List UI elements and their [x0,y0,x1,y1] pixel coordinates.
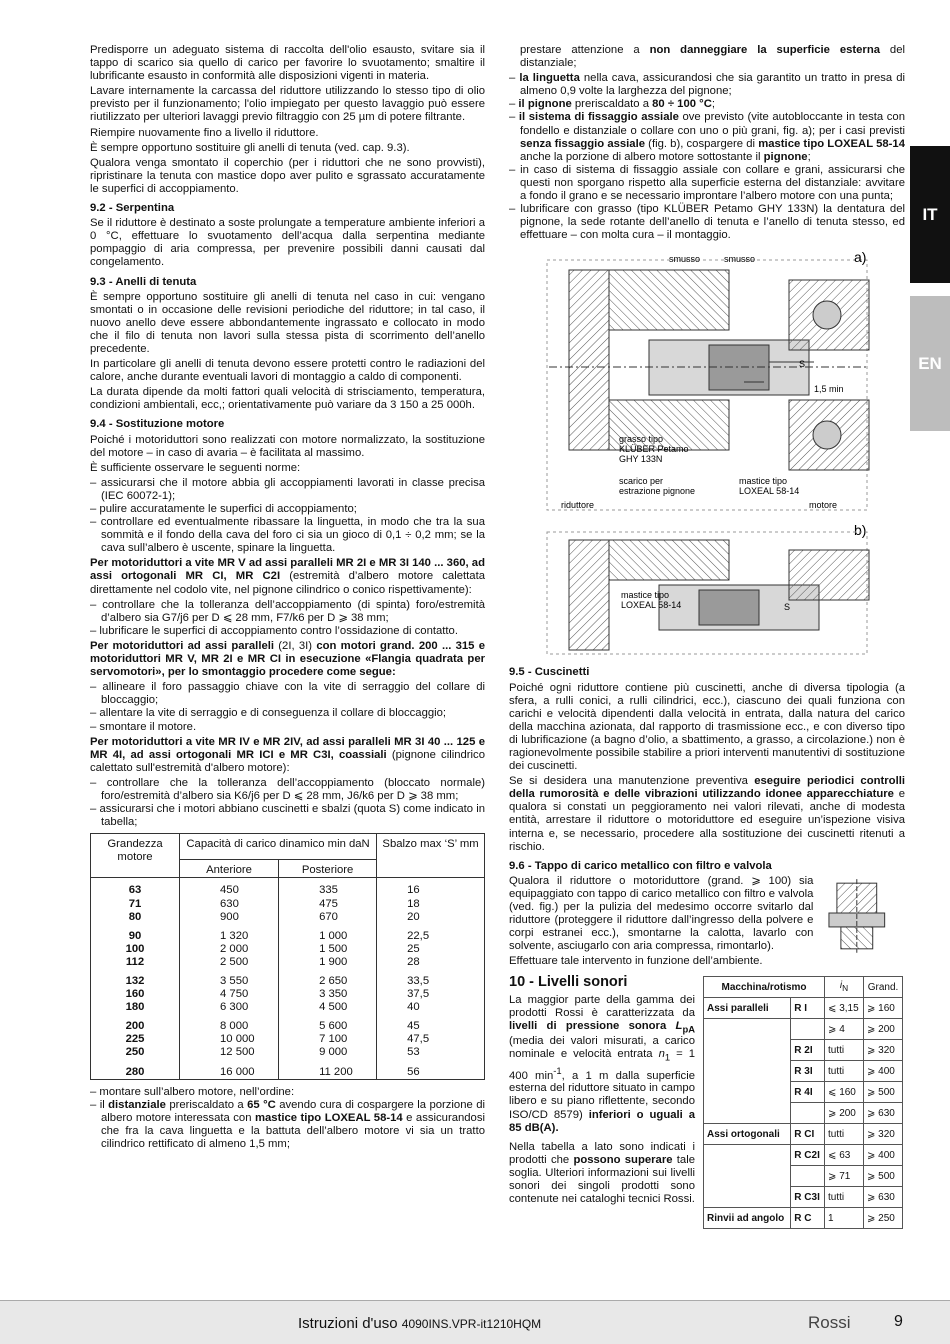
table-cell [791,1103,825,1124]
table-row [704,1040,903,1061]
table-cell: 3 550 [180,969,279,988]
table-cell: ⩾ 320 [864,1124,903,1145]
table-cell [704,1040,791,1061]
table-cell: 2 500 [180,956,279,969]
label-mastice: LOXEAL 58-14 [739,486,800,497]
text-run: (media dei valori misurati, a carico nominale e velocità entrata [509,1035,695,1061]
text-run: Se si desidera una manutenzione preventiva [509,775,755,788]
text-run: nella cava, assicurandosi che sia garantito un tratto in presa di almeno 0,9 volte la larghezza del pignone; [520,72,905,98]
motor-capacity-table [90,833,485,1079]
text-run-bold: il pignone [518,98,572,111]
table-row [704,1061,903,1082]
col-header-size: Grandezza motore [91,834,180,878]
section-paragraph: Poiché i motoriduttori sono realizzati con motore normalizzato, la sostituzione del motore – in caso di avaria – è facilitata al massimo. [90,433,485,459]
table-cell: 3 350 [279,988,377,1001]
table-cell: 47,5 [407,1033,430,1046]
list-item: – assicurarsi che i motori abbiano cuscinetti e sbalzi (quota S) come indicato in tabella; [90,803,485,829]
text-run-bold: non danneggiare la superficie esterna [649,44,881,56]
section-paragraph: Qualora il riduttore o motoriduttore (grand. ⩾ 100) sia equipaggiato con tappo di carico metallico con filtro e valvola (ved. fig.) per la pulizia del medesimo occorre svitarlo dal riduttore (proteggere il riduttore dall’ingresso della polvere e corpi estranei ecc.), smontarne la calotta, lavarlo con solvente, asciugarlo con aria compressa, rimontarlo). [509,874,814,953]
table-row [91,943,485,956]
text-run: prestare attenzione a [520,44,650,56]
table-cell: 5 600 [279,1014,377,1033]
text-run-bold: senza fissaggio assiale [520,137,646,150]
subheading-rest: (2I, 3I) [274,639,317,652]
table-cell: ⩾ 71 [825,1166,864,1187]
page-number: 9 [894,1313,903,1330]
text-run-sub: N [842,983,849,994]
label-scarico: estrazione pignone [619,486,696,497]
table-cell: 90 [91,924,180,943]
section-paragraph: È sufficiente osservare le seguenti norme: [90,461,301,474]
table-cell: 20 [407,910,420,923]
table-cell: tutti [825,1061,864,1082]
table-cell: ⩽ 3,15 [825,998,864,1019]
figure-b [547,522,869,654]
table-cell: Assi ortogonali [704,1124,791,1145]
section-paragraph [509,1141,695,1206]
table-cell: ⩾ 400 [864,1061,903,1082]
label-mastice-b: mastice tipo [621,590,670,601]
table-cell: 45 [407,1020,420,1033]
page-footer [0,1300,950,1344]
col-header-overhang: Sbalzo max ‘S’ mm [377,834,485,878]
subheading [90,557,485,596]
table-row [704,1124,903,1145]
text-run: La maggior parte della gamma dei prodotti Rossi è caratterizzata da [509,993,695,1019]
table-cell: ⩾ 630 [864,1187,903,1208]
table-cell: R CI [791,1124,825,1145]
footer-title [298,1315,541,1332]
table-cell: 16 000 [180,1060,279,1080]
intro-paragraph: Qualora venga smontato il coperchio (per i riduttori che ne sono provvisti), ripristinare la tenuta con mastice dopo aver pulito e sgrassato accuratamente le superfici di accoppiamento. [90,156,485,195]
dash-list [90,599,485,638]
text-run-bold: pignone [763,150,808,163]
table-cell: ⩾ 200 [864,1019,903,1040]
table-cell: tutti [825,1187,864,1208]
section-heading-9-5: 9.5 - Cuscinetti [509,666,590,679]
table-row [704,1082,903,1103]
table-cell: R I [791,998,825,1019]
col-header-size: Grand. [864,977,903,998]
table-row [704,998,903,1019]
table-row [91,911,485,924]
intro-paragraph: È sempre opportuno sostituire gli anelli di tenuta (ved. cap. 9.3). [90,141,410,154]
subheading-bold: Per motoriduttori a vite MR V ad assi paralleli MR 2I e MR 3I 140 ... 360, ad assi ortogonali MR CI, MR C2I [90,557,485,583]
table-cell: 1 [825,1208,864,1229]
table-cell: 28 [407,955,420,968]
table-cell [791,1166,825,1187]
section-heading-10: 10 - Livelli sonori [509,974,628,991]
section-paragraph: È sempre opportuno sostituire gli anelli di tenuta nel caso in cui: vengano smontati o in occasione delle revisioni periodiche del riduttore; in tal caso, il nuovo anello deve essere abbondantemente ingrassato e collocato in modo che il filo di tenuta non lavori sulla stessa pista di scorrimento dell’anello precedente. [90,290,485,355]
subheading-rest: (estremità d’albero motore calettata direttamente nel codolo vite, nel pignone cilindrico o conico rispettivamente): [90,570,485,596]
table-cell: 160 [91,988,180,1001]
table-cell: 8 000 [180,1014,279,1033]
table-cell: ⩾ 630 [864,1103,903,1124]
table-cell [791,1019,825,1040]
table-cell: 22,5 [407,929,430,942]
left-column [90,44,485,1151]
table-cell: 1 000 [279,924,377,943]
text-run: del distanziale; [520,44,905,70]
table-cell: 630 [180,898,279,911]
subheading-bold: con motori grand. 200 ... 315 e motoriduttori MR V, MR 2I e MR CI in esecuzione «Flangia quadrata per servomotori», per lo smontaggio procedere come segue: [90,639,486,679]
subheading [90,640,485,679]
col-header-machine: Macchina/rotismo [704,977,825,998]
table-row [91,1060,485,1080]
section-paragraph: In particolare gli anelli di tenuta devono essere protetti contro le radiazioni del calore, anche durante eventuali lavori di montaggio a caldo di componenti. [90,358,485,384]
table-cell: 1 320 [180,924,279,943]
table-cell [704,1145,791,1166]
section-paragraph: La durata dipende da molti fattori quali velocità di strisciamento, temperatura, condizioni ambientali, ecc,; orientativamente può variare da 3 150 a 25 000h. [90,386,485,412]
col-header-front: Anteriore [180,860,279,878]
tab-it[interactable]: IT [910,146,950,283]
table-cell: R 3I [791,1061,825,1082]
table-row [91,1046,485,1059]
table-cell: R C [791,1208,825,1229]
section-10 [509,976,905,1229]
col-header-ratio [825,977,864,998]
table-row [704,1103,903,1124]
list-item: – in caso di sistema di fissaggio assiale con collare e grani, assicurarsi che questi non sporgano rispetto alla superficie esterna del distanziale: avvitare a fondo il grano e se necessario improntare l’albero motore con una punta; [509,164,905,203]
label-riduttore: riduttore [561,500,595,511]
table-cell: 16 [407,884,420,897]
table-cell: 100 [91,943,180,956]
dash-list [90,681,485,733]
table-cell: 9 000 [279,1046,377,1059]
section-paragraph [509,775,905,854]
table-row [704,1019,903,1040]
table-cell: 2 650 [279,969,377,988]
label-mastice-b: LOXEAL 58-14 [621,600,682,611]
table-cell: ⩾ 400 [864,1145,903,1166]
table-cell: 33,5 [407,975,430,987]
table-cell: ⩾ 160 [864,998,903,1019]
dash-list [90,477,485,556]
list-item [509,98,905,111]
text-run-bold: 65 °C [247,1098,276,1111]
table-cell [704,1187,791,1208]
table-row [704,1145,903,1166]
table-row [91,956,485,969]
table-cell: ⩾ 320 [864,1040,903,1061]
list-item [509,72,905,98]
table-cell: tutti [825,1040,864,1061]
table-cell: 10 000 [180,1033,279,1046]
list-item: – controllare che la tolleranza dell’accoppiamento (di spinta) foro/estremità d’albero sia G7/j6 per D ⩽ 28 mm, F7/k6 per D ⩾ 38 mm; [90,599,485,625]
subheading-bold: Per motoriduttori a vite MR IV e MR 2IV, ad assi paralleli MR 3I 40 ... 125 e MR 4I, ad assi ortogonali MR ICI e MR C3I, coassiali [90,735,485,761]
table-cell: 132 [91,969,180,988]
text-run-bold: il sistema di fissaggio assiale [518,111,679,124]
table-row [91,1033,485,1046]
label-mastice: mastice tipo [739,476,788,487]
text-run: e qualora si constati un peggioramento nei valori rilevati, anche di modesta entità, arrestare il riduttore o motoriduttore ed eseguire un’ispezione visiva interna e, se necessario, procedere alla sostituzione dei cuscinetti ritenuti a rischio. [509,788,906,853]
text-run: ; [807,150,811,163]
footer-code: 4090INS.VPR-it1210HQM [401,1317,542,1331]
label-motore: motore [809,500,838,511]
col-header-rear: Posteriore [279,860,377,878]
dash-list [509,72,905,242]
list-item: – assicurarsi che il motore abbia gli accoppiamenti lavorati in classe precisa (IEC 60072-1); [90,477,485,503]
text-run-bold: mastice tipo LOXEAL 58-14 [758,137,905,150]
text-run: anche la porzione di albero motore sottostante il [520,150,764,163]
list-item [509,111,905,163]
table-cell: R 4I [791,1082,825,1103]
plug-icon [819,875,905,955]
subheading [90,736,485,775]
text-run: (fig. b), cospargere di [645,137,759,150]
section-heading-9-4: 9.4 - Sostituzione motore [90,418,225,431]
figure-label-a: a) [854,250,867,266]
table-cell: tutti [825,1124,864,1145]
table-cell: 2 000 [180,943,279,956]
label-s: S [799,359,806,370]
table-cell: 37,5 [407,988,430,1001]
intro-paragraph: Predisporre un adeguato sistema di raccolta dell'olio esausto, svitare sia il tappo di scarico sia quello di carico per favorire lo svuotamento; smaltire il lubrificante esausto in conformità alle disposizioni vigenti in materia. [90,44,485,83]
table-cell: ⩾ 500 [864,1166,903,1187]
list-item: – montare sull’albero motore, nell’ordine: [90,1086,485,1099]
text-run: , a 1 m dalla superficie esterna del riduttore situato in campo libero e su piano riflettente, secondo ISO/CD 8579) [509,1069,695,1121]
table-cell: 11 200 [279,1060,377,1080]
subheading-rest: (pignone cilindrico calettato sull'estremità d'albero motore): [90,748,485,774]
text-run-bold: mastice tipo LOXEAL 58-14 [254,1111,403,1124]
text-run-bold: distanziale [108,1098,166,1111]
section-heading-9-2: 9.2 - Serpentina [90,202,175,215]
table-row [91,898,485,911]
table-cell: ⩽ 63 [825,1145,864,1166]
text-run-bold: possono superare [573,1153,673,1166]
table-cell [704,1019,791,1040]
paragraph [509,44,905,70]
dash-list [90,777,485,829]
label-s: S [784,602,791,613]
table-cell: 225 [91,1033,180,1046]
table-cell: 6 300 [180,1001,279,1014]
table-cell [704,1082,791,1103]
table-cell: 40 [407,1001,420,1014]
table-cell: 475 [279,898,377,911]
text-run: ove previsto (vite autobloccante in testa con fondello e distanziale o collare con uno o più grani, fig. a); per i casi previsti [520,111,905,137]
text-run: avendo cura di cospargere la porzione di albero motore interessata con [101,1098,485,1124]
label-grasso: grasso tipo [619,434,664,445]
label-grasso: KLÜBER Petamo [619,444,689,455]
table-cell: 25 [407,942,420,955]
list-item: – allineare il foro passaggio chiave con la vite di serraggio del collare di bloccaggio; [90,681,485,707]
list-item: – smontare il motore. [90,721,485,734]
table-cell: Rinvii ad angolo [704,1208,791,1229]
list-item: – controllare che la tolleranza dell’accoppiamento (bloccato normale) foro/estremità d’albero sia K6/j6 per D ⩽ 28 mm, J6/k6 per D ⩾ 38 mm; [90,777,485,803]
section-heading-9-6: 9.6 - Tappo di carico metallico con filtro e valvola [509,859,772,872]
figure-label-b: b) [854,522,867,539]
text-run-bold: livelli di pressione sonora [509,1019,676,1032]
text-run: Nella tabella a lato sono indicati i prodotti che [509,1140,695,1166]
table-cell: ⩽ 160 [825,1082,864,1103]
table-row [704,1208,903,1229]
assembly-figure [509,250,905,660]
text-run-sub: pA [682,1023,695,1034]
list-item: – lubrificare con grasso (tipo KLÜBER Petamo GHY 133N) la dentatura del pignone, la sede rotante dell’anello di tenuta e l’anello di tenuta stesso, ed effettuare – con molta cura – il montaggio. [509,203,905,242]
table-cell: 450 [180,878,279,898]
text-run: il [99,1098,109,1111]
text-run-sub: 1 [664,1051,671,1063]
section-10-text [509,976,695,1229]
plug-section [509,875,905,956]
table-cell: R C2I [791,1145,825,1166]
label-smusso: smusso [724,254,756,265]
table-cell [704,1103,791,1124]
footer-title-text: Istruzioni d'uso [298,1315,398,1332]
table-row [91,969,485,988]
table-row [704,1166,903,1187]
table-cell: ⩾ 500 [864,1082,903,1103]
intro-paragraph: Lavare internamente la carcassa del riduttore utilizzando lo stesso tipo di olio previsto per il funzionamento; l'olio impiegato per questo lavaggio può essere riutilizzato per ulteriori lavaggi previo filtraggio con 25 µm di potere filtrante. [90,85,485,124]
table-cell: ⩾ 250 [864,1208,903,1229]
table-cell: 4 750 [180,988,279,1001]
list-item [90,1099,485,1151]
table-cell: 71 [91,898,180,911]
figure-a [547,250,869,510]
section-heading-9-3: 9.3 - Anelli di tenuta [90,275,197,288]
label-grasso: GHY 133N [619,454,663,465]
table-cell: 112 [91,956,180,969]
label-min: 1,5 min [814,384,844,395]
assembly-drawing [509,250,905,660]
text-run-sup: -1 [553,1064,562,1076]
table-cell: 56 [407,1065,420,1078]
label-smusso: smusso [669,254,701,265]
table-row [91,1001,485,1014]
table-cell: 1 900 [279,956,377,969]
table-cell: 12 500 [180,1046,279,1059]
table-cell: 53 [407,1046,420,1059]
text-run: preriscaldato a [165,1098,248,1111]
text-run: preriscaldato a [571,98,653,111]
table-cell: 200 [91,1014,180,1033]
label-scarico: scarico per [619,476,664,487]
text-run-bold: L [675,1019,683,1032]
table-cell: ⩾ 200 [825,1103,864,1124]
section-paragraph: Effettuare tale intervento in funzione dell’ambiente. [509,955,763,968]
footer-brand: Rossi [808,1313,851,1332]
text-run: n [658,1048,665,1061]
table-cell: 900 [180,911,279,924]
table-cell: 63 [91,878,180,898]
tab-en[interactable]: EN [910,296,950,431]
list-item: – pulire accuratamente le superfici di accoppiamento; [90,503,485,516]
text-run-bold: inferiori o uguali a 85 dB(A). [509,1108,695,1134]
table-cell: 18 [407,897,420,910]
col-header-capacity: Capacità di carico dinamico min daN [180,834,377,860]
table-cell: 1 500 [279,943,377,956]
table-cell: R C3I [791,1187,825,1208]
text-run-bold: eseguire periodici controlli della rumorosità e delle vibrazioni utilizzando idonee apparecchiature [509,775,905,801]
dash-list [90,1086,485,1151]
table-row [91,1014,485,1033]
table-row [91,924,485,943]
table-cell: 670 [279,911,377,924]
right-column [509,44,905,1229]
table-row [91,988,485,1001]
text-run: i [839,980,843,992]
text-run: ; [711,98,715,111]
subheading-bold: Per motoriduttori ad assi paralleli [90,639,275,652]
intro-paragraph: Riempire nuovamente fino a livello il riduttore. [90,126,319,139]
section-paragraph: Poiché ogni riduttore contiene più cuscinetti, anche di diversa tipologia (a sfera, a rulli conici, a rulli cilindrici, ecc.), ciascuno dei quali funziona con carichi e velocità dipendenti dalla velocità in entrata, dalla natura del carico della macchina azionata, dal rapporto di trasmissione ecc., e con diverso tipo di lubrificazione (a bagno d’olio, a sbattimento, a grasso, a circolazione.) non è ragionevolmente possibile stabilire a priori interventi manutentivi di sostituzione dei cuscinetti. [509,681,905,773]
table-cell: 250 [91,1046,180,1059]
text-run: e assicurandosi che fra la cava linguetta e la battuta dell’albero motore vi sia un tratto cilindrico rettificato di almeno 1,5 mm; [101,1111,486,1151]
table-cell: 335 [279,878,377,898]
text-run-bold: la linguetta [519,72,580,85]
table-row [91,878,485,898]
table-cell [704,1166,791,1187]
noise-table [703,976,903,1229]
section-paragraph [509,994,695,1135]
text-run: tale soglia. Ulteriori informazioni sui livelli sonori dei singoli prodotti sono contenute nei cataloghi tecnici Rossi. [509,1153,696,1206]
section-paragraph: Se il riduttore è destinato a soste prolungate a temperature ambiente inferiori a 0 °C, effettuare lo svuotamento dell’acqua dalla serpentina mediante pompaggio di aria compressa, per prevenire possibili danni causati dal congelamento. [90,217,485,269]
table-cell: 80 [91,911,180,924]
table-cell: ⩾ 4 [825,1019,864,1040]
table-body [704,998,903,1229]
table-cell [704,1061,791,1082]
table-row [704,1187,903,1208]
table-cell: 7 100 [279,1033,377,1046]
list-item: – allentare la vite di serraggio e di conseguenza il collare di bloccaggio; [90,707,485,720]
text-run: = 1 400 min [509,1048,695,1082]
table-cell: Assi paralleli [704,998,791,1019]
table-cell: 4 500 [279,1001,377,1014]
table-cell: 180 [91,1001,180,1014]
table-cell: R 2I [791,1040,825,1061]
list-item: – lubrificare le superfici di accoppiamento contro l’ossidazione di contatto. [90,625,485,638]
table-cell: 280 [91,1060,180,1080]
text-run-bold: 80 ÷ 100 °C [652,98,712,111]
table-body [91,878,485,1079]
list-item: – controllare ed eventualmente ribassare la linguetta, in modo che tra la sua sommità e il fondo della cava del foro ci sia un gioco di 0,1 ÷ 0,2 mm; se la cava sull’albero è uscente, spinare la linguetta. [90,516,485,555]
